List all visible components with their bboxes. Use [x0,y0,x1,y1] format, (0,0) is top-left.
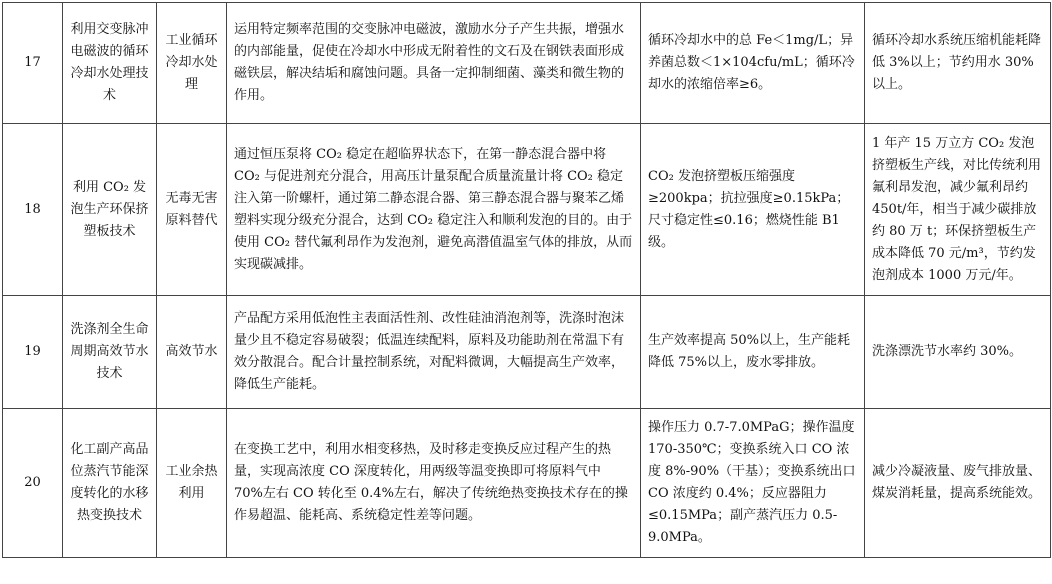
benefits: 洗涤漂洗节水率约 30%。 [865,296,1051,409]
row-number: 18 [3,124,63,296]
technology-name: 洗涤剂全生命周期高效节水技术 [63,296,157,409]
table-row [3,296,1051,409]
category: 工业余热利用 [157,409,227,558]
key-indicators: CO₂ 发泡挤塑板压缩强度≥200kpa；抗拉强度≥0.15kPa；尺寸稳定性≤0.16；燃烧性能 B1 级。 [641,124,865,296]
technology-name: 利用交变脉冲电磁波的循环冷却水处理技术 [63,3,157,124]
technology-table [2,2,1051,558]
benefits: 循环冷却水系统压缩机能耗降低 3%以上；节约用水 30%以上。 [865,3,1051,124]
category: 无毒无害原料替代 [157,124,227,296]
row-number: 17 [3,3,63,124]
category: 高效节水 [157,296,227,409]
technical-description: 运用特定频率范围的交变脉冲电磁波，激励水分子产生共振，增强水的内部能量，促使在冷却水中形成无附着性的文石及在钢铁表面形成磁铁层，解决结垢和腐蚀问题。具备一定抑制细菌、藻类和微生物的作用。 [227,3,641,124]
technical-description: 在变换工艺中，利用水相变移热，及时移走变换反应过程产生的热量，实现高浓度 CO 深度转化，用两级等温变换即可将原料气中 70%左右 CO 转化至 0.4%左右，解决了传统绝热变换技术存在的操作易超温、能耗高、系统稳定性差等问题。 [227,409,641,558]
technical-description: 通过恒压泵将 CO₂ 稳定在超临界状态下，在第一静态混合器中将 CO₂ 与促进剂充分混合，用高压计量泵配合质量流量计将 CO₂ 稳定注入第一阶螺杆，通过第二静态混合器、第三静态混合器与聚苯乙烯塑料实现分级充分混合，达到 CO₂ 稳定注入和顺利发泡的目的。由于使用 CO₂ 替代氟利昂作为发泡剂，避免高潜值温室气体的排放，从而实现碳减排。 [227,124,641,296]
category: 工业循环冷却水处理 [157,3,227,124]
technical-description: 产品配方采用低泡性主表面活性剂、改性硅油消泡剂等，洗涤时泡沫量少且不稳定容易破裂；低温连续配料，原料及功能助剂在常温下有效分散混合。配合计量控制系统，对配料微调，大幅提高生产效率，降低生产能耗。 [227,296,641,409]
benefits: 1 年产 15 万立方 CO₂ 发泡挤塑板生产线，对比传统利用氟利昂发泡，减少氟利昂约 450t/年，相当于减少碳排放约 80 万 t；环保挤塑板生产成本降低 70 元/m³，节约发泡剂成本 1000 万元/年。 [865,124,1051,296]
table-row [3,3,1051,124]
table-row [3,124,1051,296]
benefits: 减少冷凝液量、废气排放量、煤炭消耗量，提高系统能效。 [865,409,1051,558]
row-number: 20 [3,409,63,558]
key-indicators: 操作压力 0.7-7.0MPaG；操作温度 170-350℃；变换系统入口 CO 浓度 8%-90%（干基）；变换系统出口 CO 浓度约 0.4%；反应器阻力≤0.15MPa；副产蒸汽压力 0.5-9.0MPa。 [641,409,865,558]
technology-name: 利用 CO₂ 发泡生产环保挤塑板技术 [63,124,157,296]
row-number: 19 [3,296,63,409]
key-indicators: 循环冷却水中的总 Fe＜1mg/L；异养菌总数＜1×104cfu/mL；循环冷却水的浓缩倍率≥6。 [641,3,865,124]
key-indicators: 生产效率提高 50%以上，生产能耗降低 75%以上，废水零排放。 [641,296,865,409]
technology-name: 化工副产高品位蒸汽节能深度转化的水移热变换技术 [63,409,157,558]
table-row [3,409,1051,558]
